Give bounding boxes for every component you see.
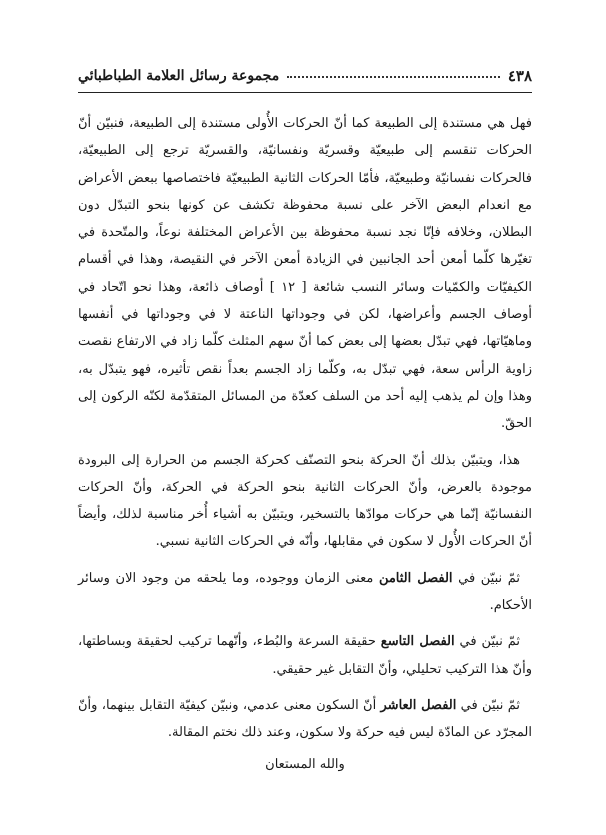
- paragraph-text: ثمّ نبيّن في: [454, 634, 521, 650]
- paragraph-1: [78, 110, 532, 438]
- header-rule: [78, 92, 532, 93]
- chapter-heading: الفصل التاسع: [380, 634, 455, 650]
- paragraph-text: ثمّ نبيّن في: [452, 570, 520, 586]
- paragraph-chapter-8: [78, 565, 532, 620]
- paragraph-text: ثمّ نبيّن في: [456, 697, 520, 713]
- paragraph-2: [78, 447, 532, 556]
- paragraph-chapter-10: [78, 692, 532, 747]
- chapter-heading: الفصل الثامن: [378, 570, 453, 586]
- header-leader-dots: [287, 74, 500, 78]
- paragraph-text: فهل هي مستندة إلى الطبيعة كما أنّ الحركات الأُولى مستندة إلى الطبيعة، فنبيّن أنّ الحركات تنقسم إلى طبيعيّة وقسريّة ونفسانيّة، والقسريّة ترجع إلى الطبيعيّة، فالحركات نفسانيّة وطبيعيّة، فأمّا الحركات الثانية الطبيعيّة فاختصاصها ببعض الأعراض مع انعدام البعض الآخر على نسبة محفوظة تكشف عن كونها بنحو التبدّل دون البطلان، وخلافه فإنّا نجد نسبة محفوظة بين الأعراض المختلفة نوعاً، والمتّحدة في تغيّرها كلّما أمعن أحد الجانبين في الزيادة أمعن الآخر في النقيصة، وهذا في أقسام الكيفيّات والكمّيات وسائر النسب شائعة [ ١٢ ] أوصاف ذائعة، وهذا نحو اتّحاد في أوصاف الجسم وأعراضها، لكن في وجوداتها الناعتة لا في وجوداتها في أنفسها وماهيّاتها، فهي تبدّل بعضها إلى بعض كما أنّ سهم المثلث كلّما زاد في الارتفاع نقصت زاوية الرأس سعة، فهي تبدّل به، وكلّما زاد الجسم بعداً نقص تأثيره، فهو يتبدّل به، وهذا وإن لم يذهب إليه أحد من السلف كعدّة من المسائل المتقدّمة لكنّه الركون إلى الحقّ.: [78, 116, 532, 432]
- page-number: ٤٣٨: [507, 67, 532, 85]
- paragraph-chapter-9: [78, 628, 532, 683]
- paragraph-text: هذا، ويتبيّن بذلك أنّ الحركة بنحو التصنّف كحركة الجسم من الحرارة إلى البرودة موجودة بالعرض، وأنّ الحركات الثانية بنحو الحركة في الحركة، وأنّ الحركات النفسانيّة إنّما هي حركات موادّها بالتسخير، ويتبيّن به أشياء أُخر مناسبة لذلك، وأيضاً أنّ الحركات الأُول لا سكون في مقابلها، وأنّه في الحركات الثانية نسبي.: [78, 452, 532, 550]
- paragraph-text: حقيقة السرعة والبُطء، وأنّهما تركيب لحقيقة وبساطتها، وأنّ هذا التركيب تحليلي، وأنّ التقابل غير حقيقي.: [78, 634, 532, 677]
- running-header: [78, 64, 532, 88]
- paragraph-text: أنّ السكون معنى عدمي، ونبيّن كيفيّة التقابل بينهما، وأنّ المجرّد عن المادّة ليس فيه حركة ولا سكون، وعند ذلك نختم المقالة.: [78, 697, 532, 741]
- page-body: [78, 110, 532, 778]
- closing-line: والله المستعان: [265, 756, 345, 772]
- chapter-heading: الفصل العاشر: [380, 697, 457, 713]
- header-title: مجموعة رسائل العلامة الطباطبائي: [78, 68, 280, 84]
- paragraph-text: معنى الزمان ووجوده، وما يلحقه من وجود الان وسائر الأحكام.: [78, 570, 532, 614]
